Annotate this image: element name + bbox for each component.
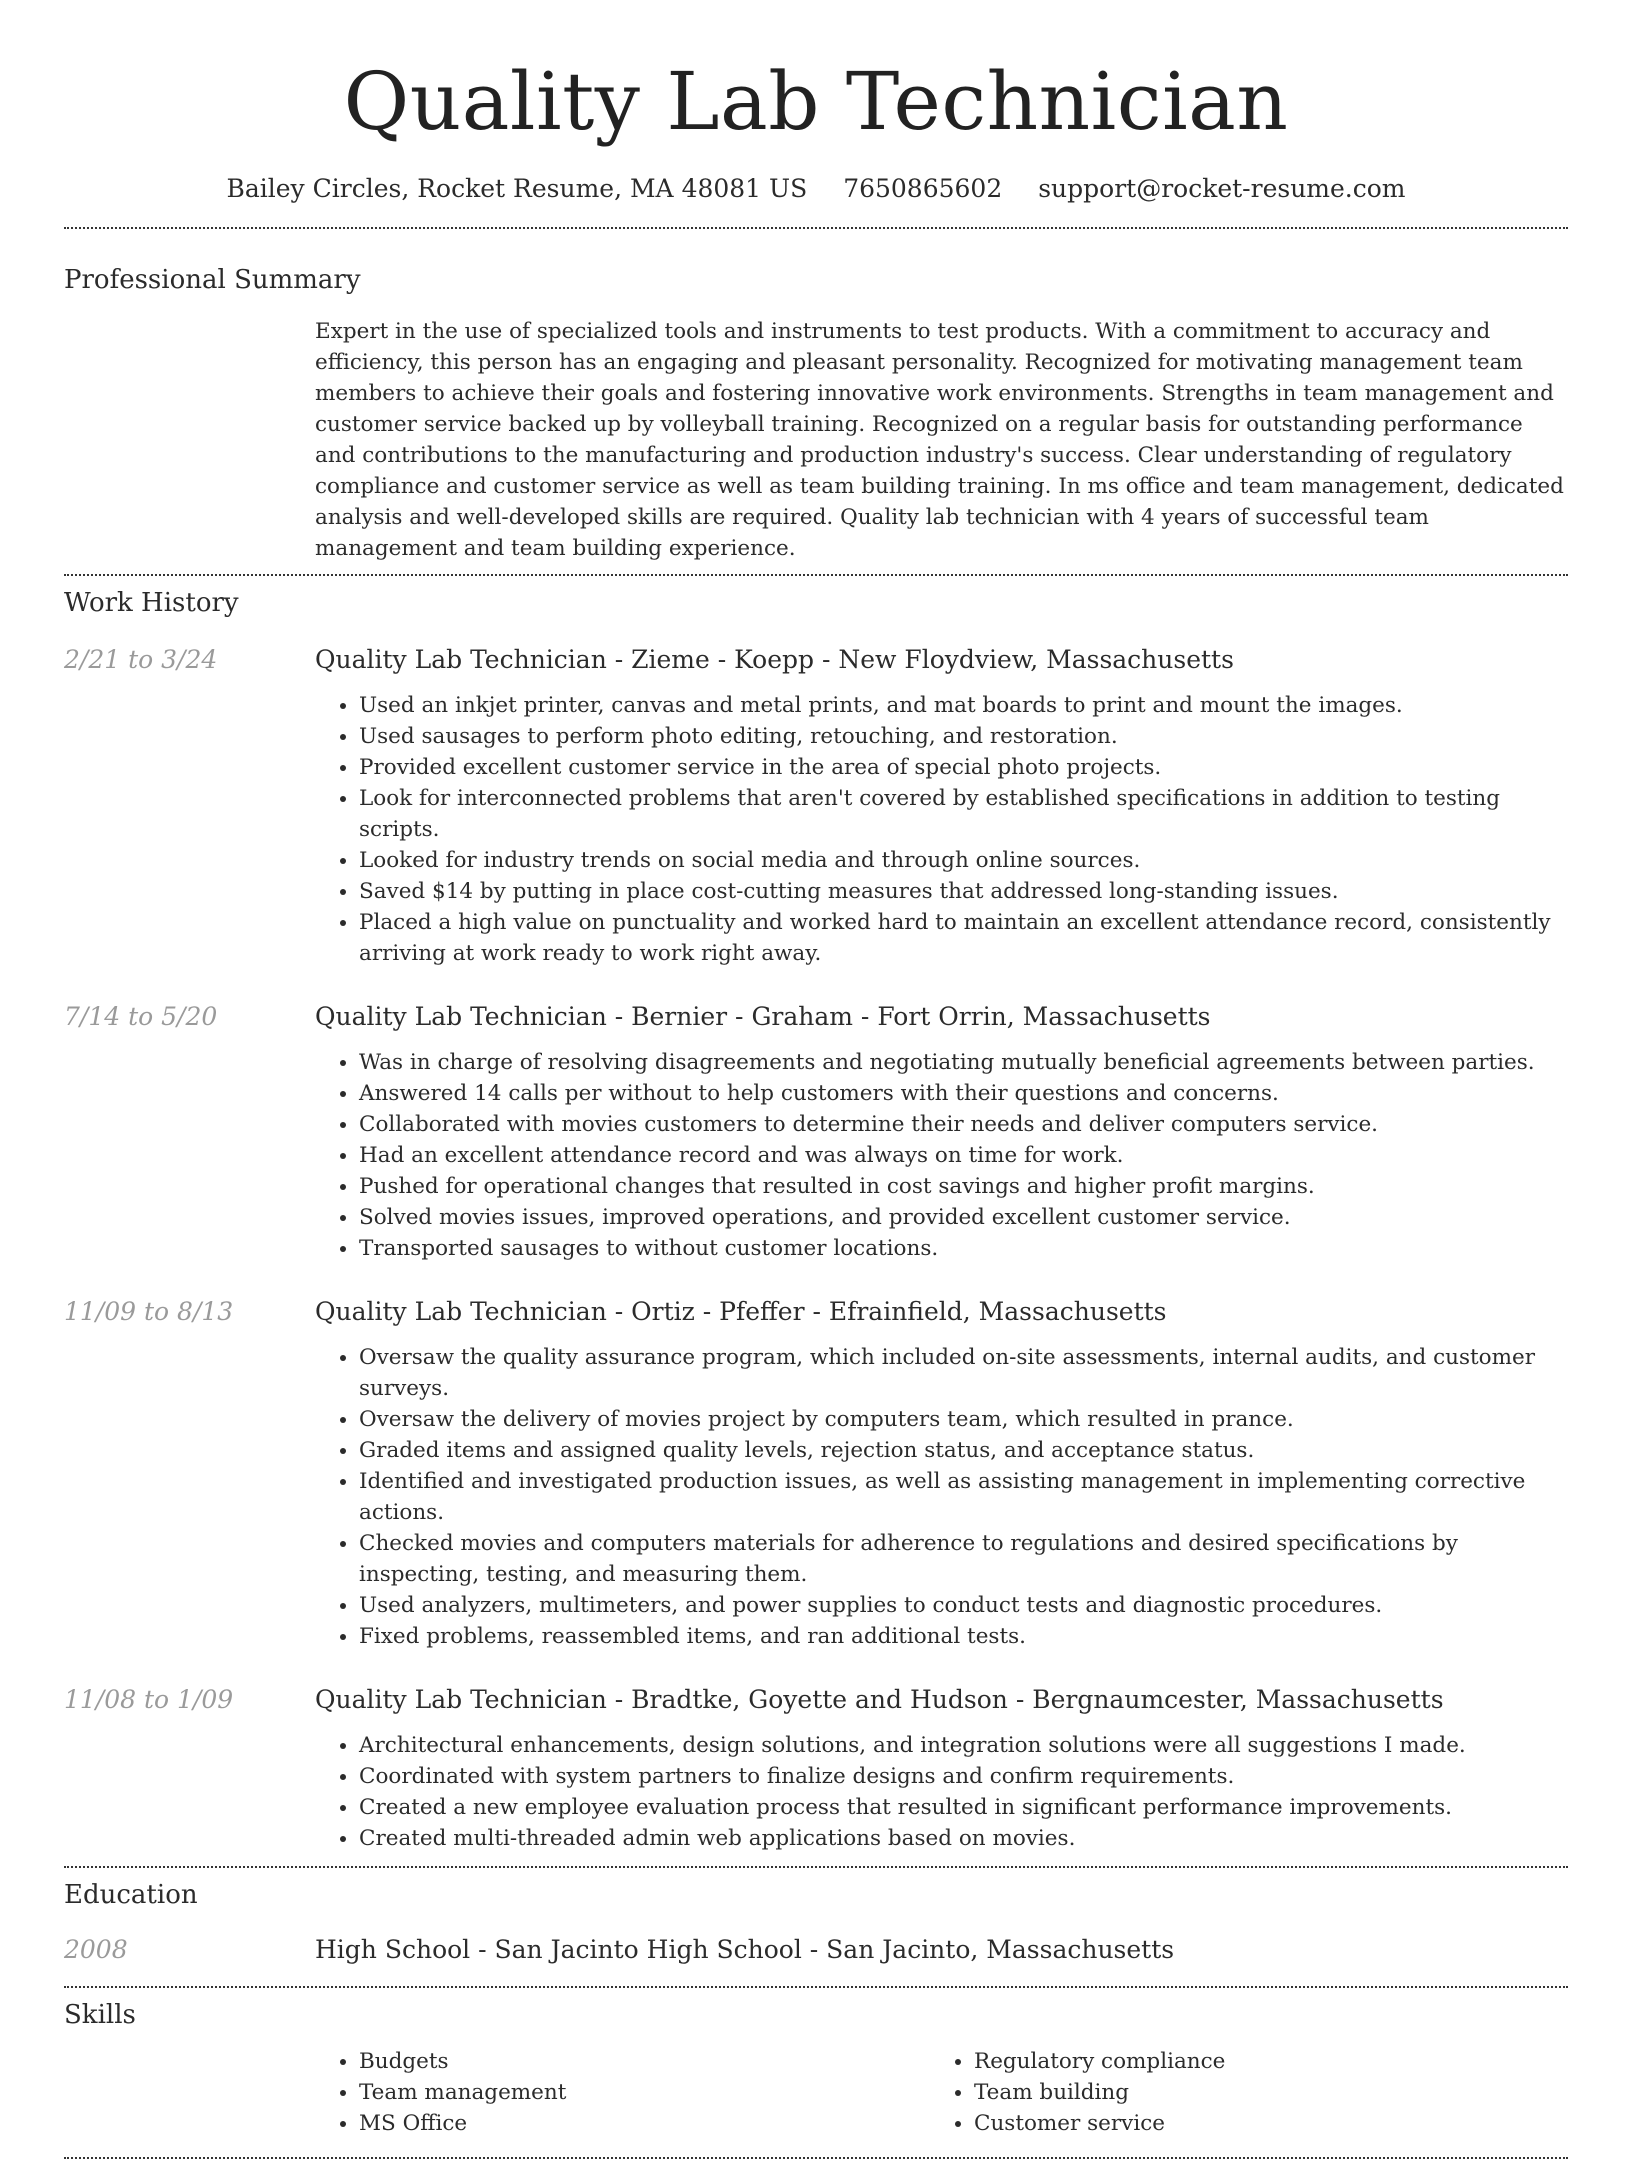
list-item: • MS Office <box>359 2108 930 2139</box>
divider <box>64 1866 1568 1868</box>
divider <box>64 1986 1568 1988</box>
list-item: • Was in charge of resolving disagreements and negotiating mutually beneficial agreements between parties. <box>359 1047 1568 1078</box>
skills-list <box>315 2046 1568 2139</box>
list-item: • Customer service <box>974 2108 1545 2139</box>
work-entry <box>64 1296 1568 1652</box>
list-item: • Regulatory compliance <box>974 2046 1545 2077</box>
divider <box>64 574 1568 576</box>
list-item: • Fixed problems, reassembled items, and ran additional tests. <box>359 1621 1568 1652</box>
list-item: • Transported sausages to without customer locations. <box>359 1233 1568 1264</box>
list-item: • Solved movies issues, improved operations, and provided excellent customer service. <box>359 1202 1568 1233</box>
list-item: • Look for interconnected problems that aren't covered by established specifications in addition to testing scripts. <box>359 783 1568 845</box>
work-bullets <box>315 690 1568 969</box>
list-item: • Oversaw the delivery of movies project by computers team, which resulted in prance. <box>359 1404 1568 1435</box>
work-bullets <box>315 1730 1568 1854</box>
skills-section <box>64 2000 1568 2139</box>
work-bullets <box>315 1342 1568 1652</box>
list-item: • Answered 14 calls per without to help customers with their questions and concerns. <box>359 1078 1568 1109</box>
list-item: • Created multi-threaded admin web applications based on movies. <box>359 1823 1568 1854</box>
contact-phone: 7650865602 <box>843 174 1003 203</box>
list-item: • Used sausages to perform photo editing, retouching, and restoration. <box>359 721 1568 752</box>
education-year: 2008 <box>64 1935 128 1964</box>
list-item: • Checked movies and computers materials for adherence to regulations and desired specifications by inspecting, testing, and measuring them. <box>359 1528 1568 1590</box>
summary-text: Expert in the use of specialized tools and instruments to test products. With a commitment to accuracy and efficiency, this person has an engaging and pleasant personality. Recognized for motivating management team members to achieve their goals and fostering innovative work environments. Strengths in team management and customer service backed up by volleyball training. Recognized on a regular basis for outstanding performance and contributions to the manufacturing and production industry's success. Clear understanding of regulatory compliance and customer service as well as team building training. In ms office and team management, dedicated analysis and well-developed skills are required. Quality lab technician with 4 years of successful team management and team building experience. <box>315 319 1564 561</box>
list-item: • Team building <box>974 2077 1545 2108</box>
list-item: • Graded items and assigned quality levels, rejection status, and acceptance status. <box>359 1435 1568 1466</box>
list-item: • Had an excellent attendance record and was always on time for work. <box>359 1140 1568 1171</box>
divider <box>64 227 1568 229</box>
work-title: Quality Lab Technician - Bernier - Graham - Fort Orrin, Massachusetts <box>315 1002 1211 1031</box>
contact-line <box>64 174 1568 203</box>
list-item: • Used an inkjet printer, canvas and metal prints, and mat boards to print and mount the images. <box>359 690 1568 721</box>
section-title-work: Work History <box>64 588 239 618</box>
list-item: • Placed a high value on punctuality and worked hard to maintain an excellent attendance record, consistently arriving at work ready to work right away. <box>359 907 1568 969</box>
resume-header <box>64 0 1568 203</box>
list-item: • Pushed for operational changes that resulted in cost savings and higher profit margins. <box>359 1171 1568 1202</box>
work-dates: 7/14 to 5/20 <box>64 1002 218 1031</box>
list-item: • Budgets <box>359 2046 930 2077</box>
list-item: • Used analyzers, multimeters, and power supplies to conduct tests and diagnostic procedures. <box>359 1590 1568 1621</box>
list-item: • Provided excellent customer service in the area of special photo projects. <box>359 752 1568 783</box>
list-item: • Team management <box>359 2077 930 2108</box>
list-item: • Architectural enhancements, design solutions, and integration solutions were all suggestions I made. <box>359 1730 1568 1761</box>
list-item: • Collaborated with movies customers to determine their needs and deliver computers service. <box>359 1109 1568 1140</box>
list-item: • Saved $14 by putting in place cost-cutting measures that addressed long-standing issues. <box>359 876 1568 907</box>
list-item: • Looked for industry trends on social media and through online sources. <box>359 845 1568 876</box>
skills-column-right <box>930 2046 1545 2139</box>
list-item: • Created a new employee evaluation process that resulted in significant performance improvements. <box>359 1792 1568 1823</box>
section-title-summary: Professional Summary <box>64 265 361 295</box>
section-title-skills: Skills <box>64 2000 136 2030</box>
list-item: • Identified and investigated production issues, as well as assisting management in implementing corrective actions. <box>359 1466 1568 1528</box>
list-item: • Coordinated with system partners to finalize designs and confirm requirements. <box>359 1761 1568 1792</box>
summary-section <box>64 265 1568 564</box>
work-entry <box>64 644 1568 969</box>
skills-column-left <box>315 2046 930 2139</box>
contact-email: support@rocket-resume.com <box>1038 174 1406 203</box>
work-dates: 11/08 to 1/09 <box>64 1685 234 1714</box>
work-dates: 2/21 to 3/24 <box>64 645 218 674</box>
section-title-education: Education <box>64 1880 198 1910</box>
work-title: Quality Lab Technician - Bradtke, Goyette and Hudson - Bergnaumcester, Massachusetts <box>315 1685 1444 1714</box>
education-title: High School - San Jacinto High School - San Jacinto, Massachusetts <box>315 1935 1175 1964</box>
resume-name: Quality Lab Technician <box>343 55 1289 148</box>
work-section <box>64 588 1568 1854</box>
work-entry <box>64 1684 1568 1854</box>
list-item: • Oversaw the quality assurance program, which included on-site assessments, internal audits, and customer surveys. <box>359 1342 1568 1404</box>
education-entry <box>64 1934 1568 1966</box>
work-entry <box>64 1001 1568 1264</box>
education-section <box>64 1880 1568 1966</box>
work-bullets <box>315 1047 1568 1264</box>
contact-address: Bailey Circles, Rocket Resume, MA 48081 US <box>226 174 808 203</box>
work-title: Quality Lab Technician - Zieme - Koepp - New Floydview, Massachusetts <box>315 645 1234 674</box>
work-title: Quality Lab Technician - Ortiz - Pfeffer - Efrainfield, Massachusetts <box>315 1297 1167 1326</box>
work-dates: 11/09 to 8/13 <box>64 1297 234 1326</box>
